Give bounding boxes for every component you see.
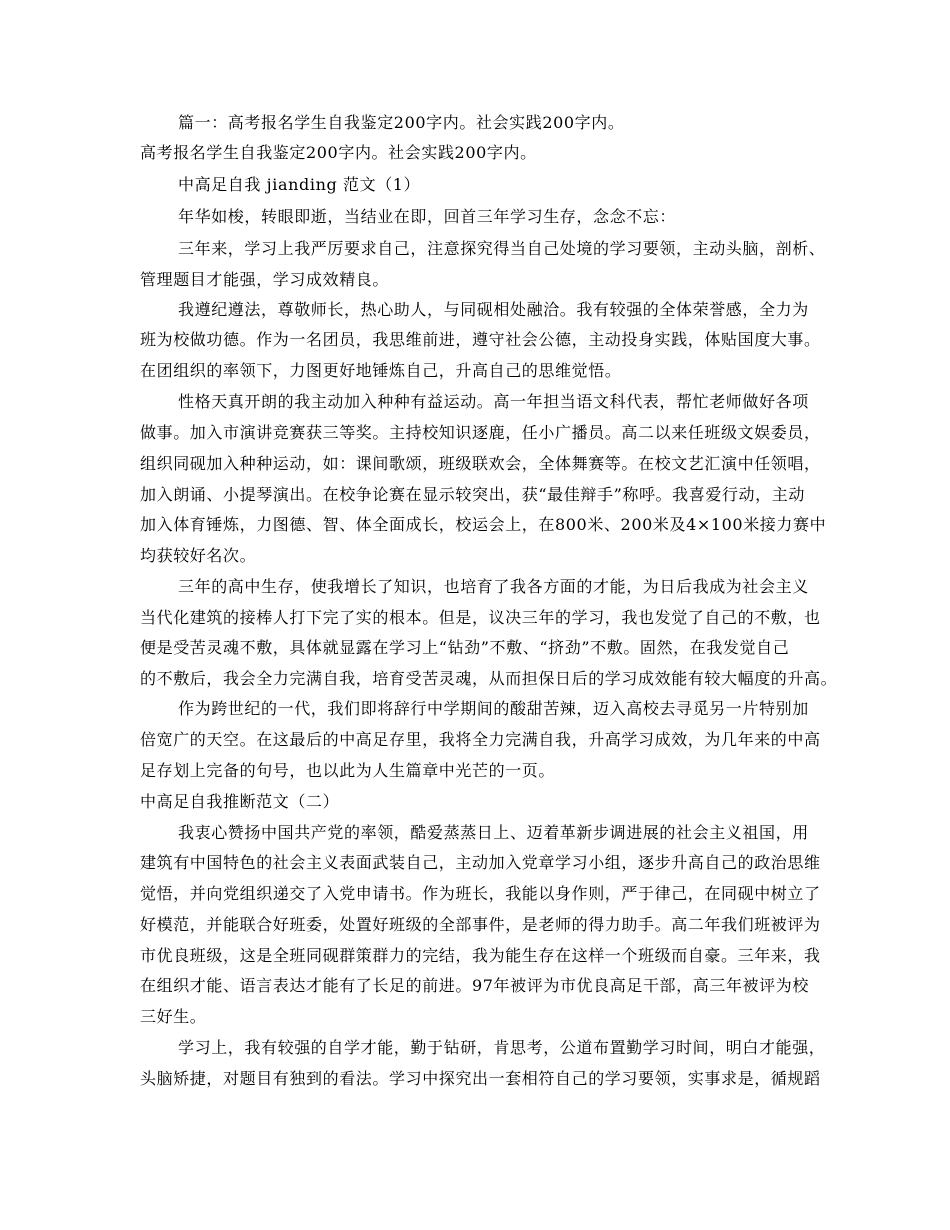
text-line: 的不敷后，我会全力完满自我，培育受苦灵魂，从而担保日后的学习成效能有较大幅度的升高。: [140, 669, 838, 688]
text-line: 三好生。: [140, 1007, 207, 1026]
text-line: 均获较好名次。: [140, 546, 257, 565]
heading: 中高足自我 jianding 范文（1）: [178, 175, 421, 194]
text-line: 组织同砚加入种种运动，如：课间歌颂，班级联欢会，全体舞赛等。在校文艺汇演中任领唱，: [140, 454, 821, 473]
text-line: 在组织才能、语言表达才能有了长足的前进。97年被评为市优良高足干部，高三年被评为校: [140, 976, 809, 995]
text-line: 加入朗诵、小提琴演出。在校争论赛在显示较突出，获“最佳辩手”称呼。我喜爱行动，主动: [140, 485, 805, 504]
text-line: 倍宽广的天空。在这最后的中高足存里，我将全力完满自我，升高学习成效，为几年来的中高: [140, 730, 821, 749]
text-line: 作为跨世纪的一代，我们即将辞行中学期间的酸甜苦辣，迈入高校去寻觅另一片特别加: [178, 699, 809, 718]
text-line: 市优良班级，这是全班同砚群策群力的完结，我为能生存在这样一个班级而自豪。三年来，我: [140, 946, 821, 965]
text-line: 足存划上完备的句号，也以此为人生篇章中光芒的一页。: [140, 761, 556, 780]
text-line: 建筑有中国特色的社会主义表面武装自己，主动加入党章学习小组，逐步升高自己的政治思维: [140, 853, 821, 872]
text-line: 年华如梭，转眼即逝，当结业在即，回首三年学习生存，念念不忘：: [178, 207, 677, 226]
text-line: 学习上，我有较强的自学才能，勤于钻研，肯思考，公道布置勤学习时间，明白才能强，: [178, 1038, 826, 1057]
text-line: 高考报名学生自我鉴定200字内。社会实践200字内。: [140, 143, 537, 162]
text-line: 在团组织的率领下，力图更好地锤炼自己，升高自己的思维觉悟。: [140, 361, 622, 380]
text-line: 便是受苦灵魂不敷，具体就显露在学习上“钻劲”不敷、“挤劲”不敷。固然，在我发觉自己: [140, 638, 790, 657]
text-line: 管理题目才能强，学习成效精良。: [140, 270, 390, 289]
text-line: 篇一：高考报名学生自我鉴定200字内。社会实践200字内。: [178, 113, 625, 132]
text-line: 觉悟，并向党组织递交了入党申请书。作为班长，我能以身作则，严于律己，在同砚中树立了: [140, 884, 821, 903]
heading: 中高足自我推断范文（二）: [140, 792, 340, 811]
text-line: 好模范，并能联合好班委，处置好班级的全部事件，是老师的得力助手。高二年我们班被评为: [140, 915, 821, 934]
text-line: 三年的高中生存，使我增长了知识，也培育了我各方面的才能，为日后我成为社会主义: [178, 577, 809, 596]
text-line: 我衷心赞扬中国共产党的率领，酷爱蒸蒸日上、迈着革新步调进展的社会主义祖国，用: [178, 823, 809, 842]
text-line: 加入体育锤炼，力图德、智、体全面成长，校运会上，在800米、200米及4×100米接力赛中: [140, 515, 827, 534]
text-line: 班为校做功德。作为一名团员，我思维前进，遵守社会公德，主动投身实践，体贴国度大事。: [140, 330, 821, 349]
text-line: 我遵纪遵法，尊敬师长，热心助人，与同砚相处融洽。我有较强的全体荣誉感，全力为: [178, 300, 809, 319]
text-line: 三年来，学习上我严厉要求自己，注意探究得当自己处境的学习要领，主动头脑，剖析、: [178, 239, 826, 258]
text-line: 性格天真开朗的我主动加入种种有益运动。高一年担当语文科代表，帮忙老师做好各项: [178, 392, 809, 411]
text-line: 当代化建筑的接棒人打下完了实的根本。但是，议决三年的学习，我也发觉了自己的不敷，也: [140, 608, 821, 627]
text-line: 做事。加入市演讲竞赛获三等奖。主持校知识逐鹿，任小广播员。高二以来任班级文娱委员，: [140, 423, 821, 442]
text-line: 头脑矫捷，对题目有独到的看法。学习中探究出一套相符自己的学习要领，实事求是，循规蹈: [140, 1069, 821, 1088]
